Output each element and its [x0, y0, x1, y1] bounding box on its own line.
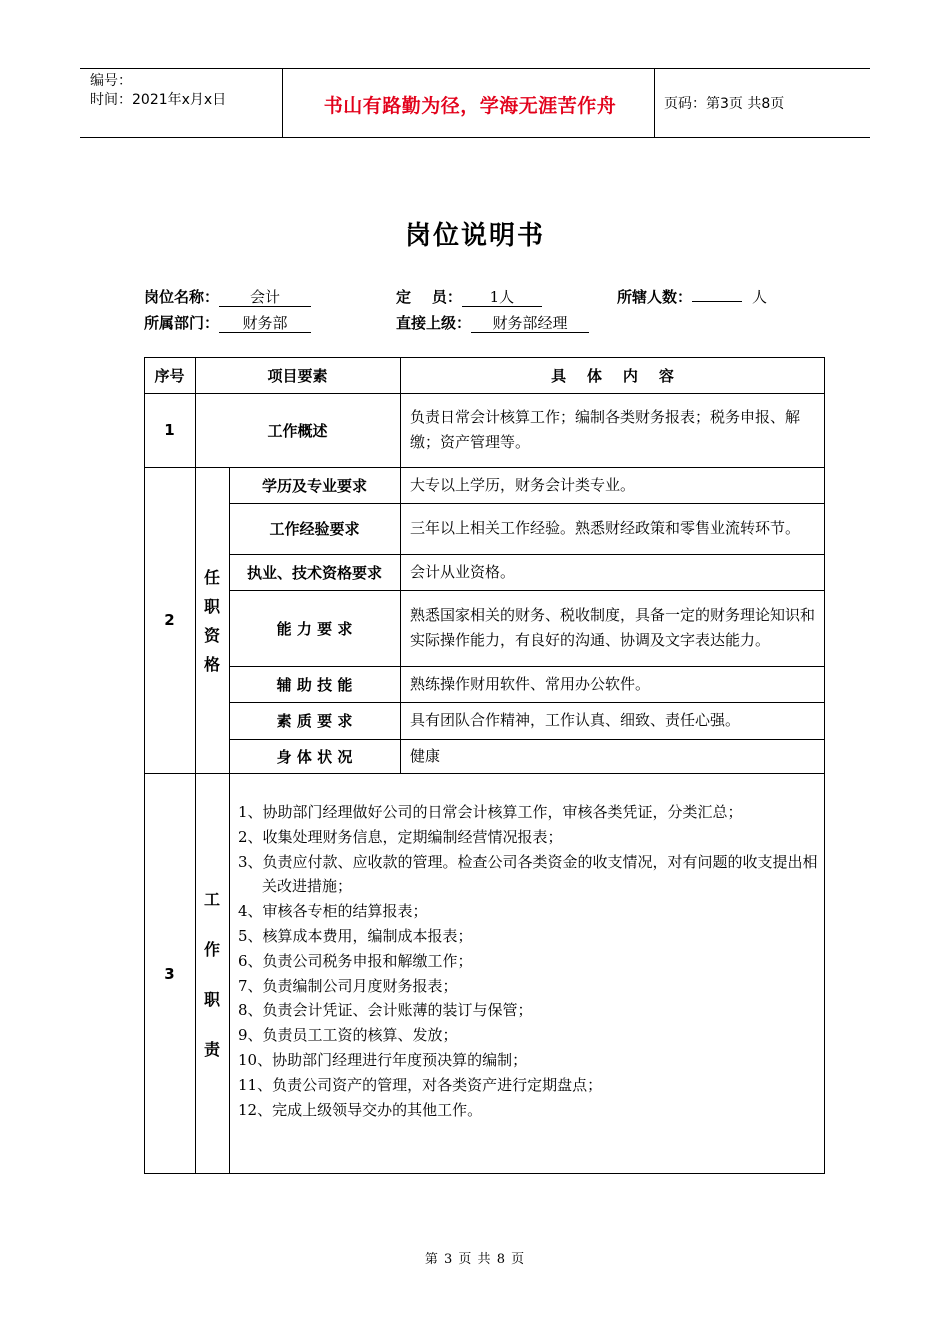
dept-info — [144, 312, 311, 333]
duty-item: 2、收集处理财务信息，定期编制经营情况报表； — [238, 827, 563, 846]
header-page-label: 页码：第3页 共8页 — [664, 96, 785, 112]
headcount-value: 1人 — [462, 288, 542, 307]
header-motto: 书山有路勤为径，学海无涯苦作舟 — [323, 95, 617, 117]
row-number: 1 — [164, 421, 175, 439]
row-number: 2 — [164, 611, 175, 629]
headcount-info — [396, 286, 542, 307]
duties-group-label — [195, 773, 229, 1174]
header-divider — [654, 69, 655, 137]
duties-list — [238, 800, 818, 1122]
header-item: 项目要素 — [267, 366, 328, 385]
dept-value: 财务部 — [219, 314, 311, 333]
group-char: 职 — [203, 597, 220, 616]
number-label: 编号： — [90, 73, 132, 89]
certification-content: 会计从业资格。 — [410, 562, 516, 581]
overview-content: 负责日常会计核算工作；编制各类财务报表；税务申报、解缴；资产管理等。 — [410, 408, 801, 451]
duty-item: 7、负责编制公司月度财务报表； — [238, 976, 458, 995]
duty-item: 5、核算成本费用，编制成本报表； — [238, 926, 473, 945]
duty-item: 3、负责应付款、应收款的管理。检查公司各类资金的收支情况，对有问题的收支提出相关改进措施； — [238, 852, 818, 896]
skills-content: 熟练操作财用软件、常用办公软件。 — [410, 674, 651, 693]
header-content: 具 体 内 容 — [551, 366, 674, 385]
superior-info — [396, 312, 589, 333]
subordinates-label: 所辖人数： — [617, 288, 693, 306]
subordinates-info — [617, 286, 767, 307]
header-divider — [282, 69, 283, 137]
item-ability: 能 力 要 求 — [276, 619, 353, 638]
ability-content: 熟悉国家相关的财务、税收制度，具备一定的财务理论知识和实际操作能力，有良好的沟通、协调及文字表达能力。 — [410, 606, 816, 649]
item-health: 身 体 状 况 — [276, 747, 353, 766]
duty-item: 4、审核各专柜的结算报表； — [238, 902, 428, 921]
dept-label: 所属部门： — [144, 314, 220, 332]
subordinates-unit: 人 — [752, 288, 768, 306]
page-footer: 第 3 页 共 8 页 — [424, 1252, 526, 1267]
group-char: 作 — [203, 940, 220, 959]
group-char: 职 — [203, 990, 220, 1009]
page-header — [80, 68, 870, 138]
header-no: 序号 — [154, 366, 185, 385]
position-value: 会计 — [219, 288, 311, 307]
group-char: 资 — [203, 626, 220, 645]
item-certification: 执业、技术资格要求 — [246, 563, 382, 582]
group-char: 格 — [203, 655, 220, 674]
group-char: 责 — [203, 1040, 220, 1059]
document-title: 岗位说明书 — [404, 221, 545, 251]
item-skills: 辅 助 技 能 — [276, 675, 353, 694]
item-experience: 工作经验要求 — [269, 520, 360, 538]
row-number: 3 — [164, 964, 175, 983]
table-rule — [144, 773, 825, 774]
superior-value: 财务部经理 — [471, 314, 589, 333]
qualification-group-label — [195, 467, 229, 773]
headcount-label: 定 员： — [396, 288, 462, 306]
header-meta — [90, 72, 226, 110]
experience-content: 三年以上相关工作经验。熟悉财经政策和零售业流转环节。 — [410, 519, 801, 537]
duty-item: 1、协助部门经理做好公司的日常会计核算工作，审核各类凭证，分类汇总； — [238, 803, 743, 821]
duty-item: 6、负责公司税务申报和解缴工作； — [238, 951, 473, 970]
group-char: 工 — [203, 890, 220, 909]
duty-item: 11、负责公司资产的管理，对各类资产进行定期盘点； — [238, 1075, 603, 1094]
time-label: 时间：2021年x月x日 — [90, 92, 227, 108]
group-char: 任 — [203, 568, 220, 587]
position-label: 岗位名称： — [144, 288, 220, 306]
duty-item: 8、负责会计凭证、会计账薄的装订与保管； — [238, 1001, 533, 1020]
subordinates-value — [692, 301, 742, 302]
position-info — [144, 286, 311, 307]
education-content: 大专以上学历，财务会计类专业。 — [410, 475, 636, 494]
duty-item: 9、负责员工工资的核算、发放； — [238, 1026, 458, 1045]
item-overview: 工作概述 — [267, 421, 328, 440]
superior-label: 直接上级： — [396, 314, 472, 332]
item-quality: 素 质 要 求 — [276, 712, 353, 730]
duty-item: 12、完成上级领导交办的其他工作。 — [238, 1100, 483, 1119]
quality-content: 具有团队合作精神，工作认真、细致、责任心强。 — [410, 711, 741, 729]
item-education: 学历及专业要求 — [261, 476, 367, 495]
duty-item: 10、协助部门经理进行年度预决算的编制； — [238, 1050, 528, 1069]
health-content: 健康 — [410, 746, 441, 765]
